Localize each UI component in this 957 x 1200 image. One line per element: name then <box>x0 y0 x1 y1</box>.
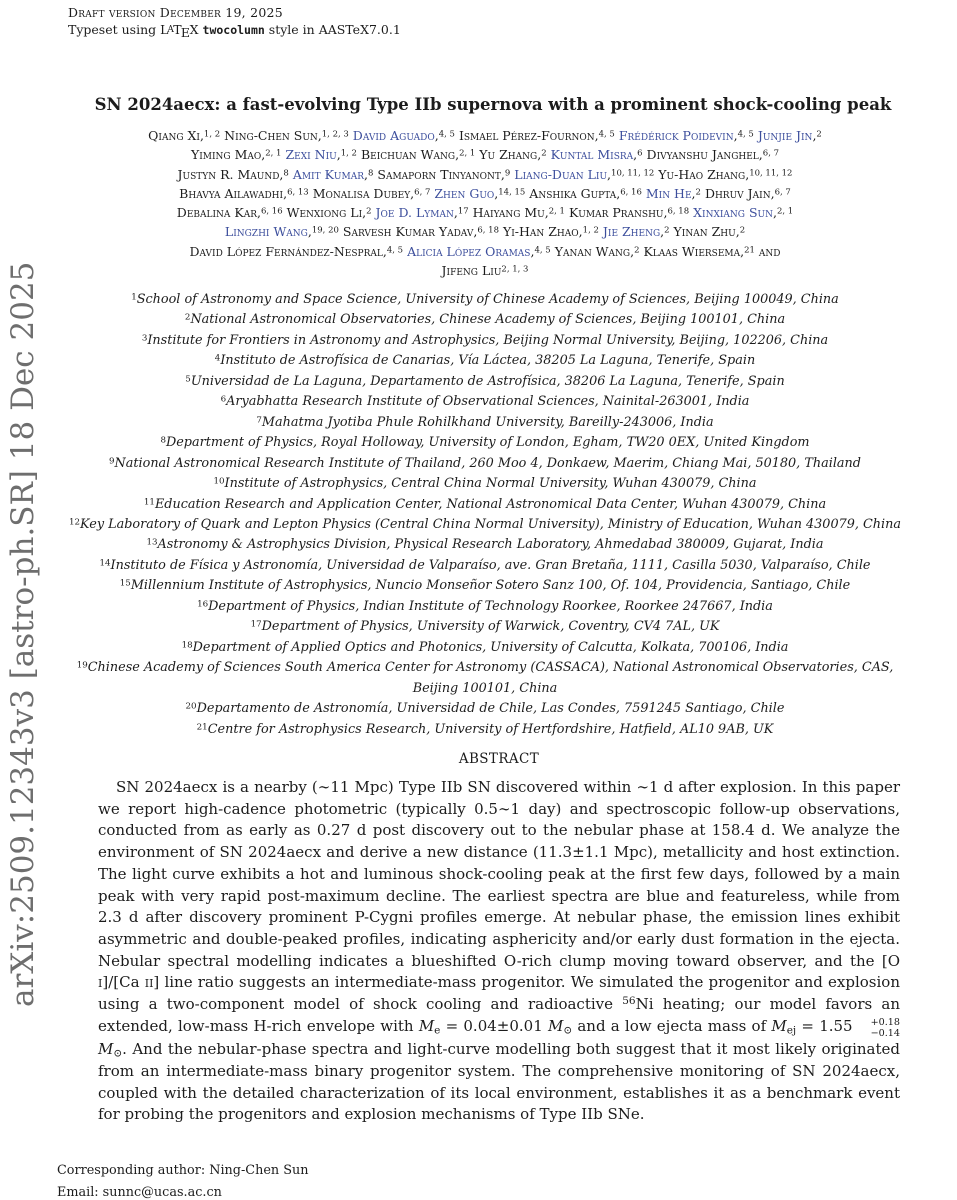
author-affiliation-superscript: 6, 18 <box>477 225 499 236</box>
author-affiliation-superscript: 19, 20 <box>311 225 339 236</box>
affiliation <box>65 535 905 555</box>
author-affiliation-superscript: 1, 2 <box>582 225 599 236</box>
author-affiliation-superscript: 17 <box>457 206 469 217</box>
author-affiliation-superscript: 14, 15 <box>498 187 526 198</box>
author-affiliation-superscript: 9 <box>504 168 511 179</box>
author-affiliation-superscript: 4, 5 <box>386 245 404 256</box>
affiliation-number: 1 <box>131 292 137 303</box>
author-line <box>30 261 940 280</box>
affiliation-text: Millennium Institute of Astrophysics, Nuncio Monseñor Sotero Sanz 100, Of. 104, Providencia, Santiago, Chile <box>130 578 851 594</box>
email-label: Email: <box>57 1185 103 1200</box>
abstract-text: SN 2024aecx is a nearby (∼11 Mpc) Type IIb SN discovered within ∼1 d after explosion. In this paper we report high-cadence photometric (typically 0.5∼1 day) and spectroscopic follow-up observations, conducted from as early as 0.27 d post discovery out to the nebular phase at 158.4 d. We analyze the environment of SN 2024aecx and derive a new distance (11.3±1.1 Mpc), metallicity and host extinction. The light curve exhibits a hot and luminous shock-cooling peak at the first few days, followed by a main peak with very rapid post-maximum decline. The earliest spectra are blue and featureless, while from 2.3 d after discovery prominent P-Cygni profiles emerge. At nebular phase, the emission lines exhibit asymmetric and double-peaked profiles, indicating asphericity and/or early dust formation in the ejecta. Nebular spectral modelling indicates a blueshifted O-rich clump moving toward observer, and the [O i]/[Ca ii] line ratio suggests an intermediate-mass progenitor. We simulated the progenitor and explosion using a two-component model of shock cooling and radioactive $^{56}$Ni heating; our model favors an extended, low-mass H-rich envelope with Me = 0.04±0.01 M⊙ and a low ejecta mass of Mej = 1.55 +0.18 −0.14 M⊙. And the nebular-phase spectra and light-curve modelling both suggest that it most likely originated from an intermediate-mass binary progenitor system. The comprehensive monitoring of SN 2024aecx, coupled with the detailed characterization of its local environment, establishes it as a benchmark event for probing the progenitors and explosion mechanisms of Type IIb SNe. <box>98 778 900 1124</box>
affiliation-text: Education Research and Application Center, National Astronomical Data Center, Wuhan 430079, China <box>154 496 827 512</box>
author-affiliation-superscript: 6, 13 <box>287 187 309 198</box>
affiliation-number: 14 <box>99 558 111 569</box>
affiliation-text: Key Laboratory of Quark and Lepton Physics (Central China Normal University), Ministry of Education, Wuhan 430079, China <box>80 516 902 532</box>
affiliation-number: 18 <box>181 640 193 651</box>
author-line: Lingzhi Wang,$^{19, 20}$ Sarvesh Kumar Yadav,$^{6, 18}$ Yi-Han Zhao,$^{1, 2}$ Jie Zheng,$^2$ Yinan Zhu,$^2$ <box>224 224 746 240</box>
author-name: Yi-Han Zhao <box>502 224 579 240</box>
affiliation <box>65 658 905 699</box>
author-affiliation-superscript: 6, 16 <box>620 187 642 198</box>
affiliation-number: 16 <box>197 599 209 610</box>
author-affiliation-superscript: 2, 1 <box>776 206 794 217</box>
affiliation-text: Universidad de La Laguna, Departamento de Astrofísica, 38206 La Laguna, Tenerife, Spain <box>190 373 785 389</box>
affiliation <box>65 474 905 494</box>
affiliation <box>65 617 905 637</box>
affiliation-number: 20 <box>185 701 197 712</box>
affiliation <box>65 413 905 433</box>
author-name: Dhruv Jain <box>704 185 771 201</box>
author-line: Qiang Xi,$^{1, 2}$ Ning-Chen Sun,$^{1, 2, 3}$ David Aguado,$^{4, 5}$ Ismael Pérez-Fournon,$^{4, 5}$ Frédérick Poidevin,$^{4, 5}$ Junjie Jin,$^2$ <box>148 128 822 143</box>
author-link[interactable]: Kuntal Misra <box>550 147 634 163</box>
author-link[interactable]: Amit Kumar <box>292 166 365 182</box>
author-name: Bhavya Ailawadhi <box>179 185 284 201</box>
author-affiliation-superscript: 2 <box>816 129 822 140</box>
author-link[interactable]: Min He <box>645 185 692 201</box>
author-name: Jifeng Liu <box>441 263 502 279</box>
affiliation-number: 19 <box>76 660 88 671</box>
author-name: Qiang Xi <box>148 128 200 143</box>
email-link[interactable]: sunnc@ucas.ac.cn <box>102 1185 222 1200</box>
author-line: David López Fernández-Nespral,$^{4, 5}$ Alicia López Oramas,$^{4, 5}$ Yanan Wang,$^2$ Klaas Wiersema,$^{21}$ and <box>189 243 781 259</box>
affiliation-text: Department of Physics, Indian Institute of Technology Roorkee, Roorkee 247667, India <box>208 598 773 614</box>
author-name: Sarvesh Kumar Yadav <box>342 224 474 240</box>
affiliation-number: 7 <box>256 415 262 426</box>
author-link[interactable]: Joe D. Lyman <box>375 205 454 221</box>
author-line: Justyn R. Maund,$^8$ Amit Kumar,$^8$ Samaporn Tinyanont,$^9$ Liang-Duan Liu,$^{10, 11, 12}$ Yu-Hao Zhang,$^{10, 11, 12}$ <box>177 166 793 182</box>
author-affiliation-superscript: 2 <box>664 225 670 236</box>
author-link[interactable]: Xinxiang Sun <box>693 205 773 221</box>
affiliation-text: Instituto de Física y Astronomía, Universidad de Valparaíso, ave. Gran Bretaña, 1111, Casilla 5030, Valparaíso, Chile <box>110 557 871 573</box>
author-name: Monalisa Dubey <box>312 185 411 201</box>
author-affiliation-superscript: 2 <box>739 225 746 236</box>
arxiv-watermark: arXiv:2509.12343v3 [astro-ph.SR] 18 Dec 2025 <box>5 261 41 1007</box>
affiliation <box>65 556 905 576</box>
author-name: Yinan Zhu <box>673 224 736 240</box>
affiliation-text: National Astronomical Research Institute of Thailand, 260 Moo 4, Donkaew, Maerim, Chiang Mai, 50180, Thailand <box>114 455 861 471</box>
author-affiliation-superscript: 10, 11, 12 <box>749 168 793 179</box>
author-affiliation-superscript: 2 <box>695 187 701 198</box>
author-name: Yiming Mao <box>190 147 262 163</box>
author-name: Yanan Wang <box>554 243 631 259</box>
author-name: Kumar Pranshu <box>568 205 664 221</box>
author-affiliation-superscript: 8 <box>283 168 289 179</box>
author-affiliation-superscript: 2, 1 <box>548 206 565 217</box>
affiliation-text: Departamento de Astronomía, Universidad de Chile, Las Condes, 7591245 Santiago, Chile <box>196 701 785 717</box>
author-name: Yu Zhang <box>479 147 538 163</box>
affiliation <box>65 454 905 474</box>
author-name: Ning-Chen Sun <box>224 128 318 143</box>
email-line <box>57 1182 308 1200</box>
affiliation-number: 5 <box>185 374 191 385</box>
author-affiliation-superscript: 2, 1 <box>459 148 476 159</box>
affiliation <box>65 515 905 535</box>
affiliation-text: Institute of Astrophysics, Central China Normal University, Wuhan 430079, China <box>224 476 757 492</box>
affiliation <box>65 372 905 392</box>
author-affiliation-superscript: 2, 1 <box>265 148 282 159</box>
author-affiliation-superscript: 2, 1, 3 <box>501 264 529 275</box>
abstract-heading: ABSTRACT <box>458 751 540 767</box>
author-name: Klaas Wiersema <box>643 243 741 259</box>
author-affiliation-superscript: 4, 5 <box>598 129 615 140</box>
author-link[interactable]: Lingzhi Wang <box>224 224 308 240</box>
author-affiliation-superscript: 4, 5 <box>737 129 754 140</box>
affiliation <box>65 433 905 453</box>
affiliation-number: 11 <box>143 496 155 507</box>
author-link[interactable]: Frédérick Poidevin <box>618 128 734 143</box>
author-link[interactable]: Liang-Duan Liu <box>514 166 608 182</box>
author-affiliation-superscript: 2 <box>634 245 640 256</box>
affiliation-text: Department of Physics, University of Warwick, Coventry, CV4 7AL, UK <box>261 619 720 635</box>
author-affiliation-superscript: 6, 7 <box>774 187 791 198</box>
affiliation <box>65 310 905 330</box>
author-name: Wenxiong Li <box>286 205 363 221</box>
author-name: and <box>758 243 781 259</box>
affiliation-text: Chinese Academy of Sciences South America Center for Astronomy (CASSACA), National Astronomical Observatories, CAS, Beijing 100101, China <box>87 660 894 696</box>
affiliation-text: National Astronomical Observatories, Chinese Academy of Sciences, Beijing 100101, China <box>190 312 786 328</box>
author-affiliation-superscript: 2 <box>366 206 372 217</box>
author-affiliation-superscript: 21 <box>744 245 755 256</box>
affiliation-text: Department of Applied Optics and Photonics, University of Calcutta, Kolkata, 700106, India <box>192 639 789 655</box>
author-link[interactable]: Zexi Niu <box>285 147 337 163</box>
draft-header <box>68 4 401 41</box>
author-affiliation-superscript: 1, 2, 3 <box>321 129 349 140</box>
author-list <box>30 126 940 280</box>
author-affiliation-superscript: 2 <box>541 148 547 159</box>
affiliation-number: 6 <box>220 394 227 405</box>
affiliation-number: 12 <box>68 517 81 528</box>
author-affiliation-superscript: 8 <box>368 168 374 179</box>
author-line: Bhavya Ailawadhi,$^{6, 13}$ Monalisa Dubey,$^{6, 7}$ Zhen Guo,$^{14, 15}$ Anshika Gupta,$^{6, 16}$ Min He,$^2$ Dhruv Jain,$^{6, 7}$ <box>179 185 791 201</box>
affiliation <box>65 638 905 658</box>
author-affiliation-superscript: 6, 7 <box>414 187 431 198</box>
author-affiliation-superscript: 6, 18 <box>667 206 690 217</box>
author-link[interactable]: Zhen Guo <box>434 185 495 201</box>
author-name: David López Fernández-Nespral <box>189 243 383 259</box>
affiliation-number: 2 <box>184 312 191 323</box>
author-name: Yu-Hao Zhang <box>658 166 746 182</box>
author-link[interactable]: Alicia López Oramas <box>407 243 531 259</box>
affiliation-number: 10 <box>213 476 225 487</box>
affiliation-text: Centre for Astrophysics Research, University of Hertfordshire, Hatfield, AL10 9AB, UK <box>207 721 774 737</box>
footer-note <box>57 1160 308 1200</box>
typeset-line: Typeset using LATEX twocolumn style in AASTeX7.0.1 <box>68 22 401 40</box>
affiliation-number: 9 <box>109 455 115 466</box>
author-affiliation-superscript: 4, 5 <box>534 245 551 256</box>
author-affiliation-superscript: 10, 11, 12 <box>611 168 655 179</box>
affiliation-text: Mahatma Jyotiba Phule Rohilkhand University, Bareilly-243006, India <box>261 414 714 430</box>
affiliation-number: 17 <box>250 619 262 630</box>
affiliation-text: School of Astronomy and Space Science, University of Chinese Academy of Sciences, Beijing 100049, China <box>136 292 839 307</box>
affiliation-text: Aryabhatta Research Institute of Observational Sciences, Nainital-263001, India <box>226 394 750 410</box>
draft-version-line: Draft version December 19, 2025 <box>68 5 283 20</box>
author-name: Samaporn Tinyanont <box>377 166 501 182</box>
uncertainty-stack: +0.18 −0.14 <box>870 1016 900 1039</box>
author-line: Yiming Mao,$^{2, 1}$ Zexi Niu,$^{1, 2}$ Beichuan Wang,$^{2, 1}$ Yu Zhang,$^2$ Kuntal Misra,$^6$ Divyanshu Janghel,$^{6, 7}$ <box>190 147 780 163</box>
affiliation <box>65 576 905 596</box>
affiliation <box>65 290 905 310</box>
affiliation-number: 8 <box>160 435 166 446</box>
corresponding-author: Corresponding author: Ning-Chen Sun <box>57 1163 309 1178</box>
author-link[interactable]: David Aguado <box>352 128 435 143</box>
affiliation <box>65 597 905 617</box>
affiliation <box>65 720 905 740</box>
author-name: Ismael Pérez-Fournon <box>458 128 595 143</box>
author-link[interactable]: Jie Zheng <box>602 224 661 240</box>
affiliation-number: 13 <box>146 537 158 548</box>
author-affiliation-superscript: 4, 5 <box>438 129 455 140</box>
author-name: Justyn R. Maund <box>177 166 280 182</box>
affiliation-number: 21 <box>196 721 208 732</box>
affiliation-number: 3 <box>141 333 148 344</box>
affiliation-text: Instituto de Astrofísica de Canarias, Vía Láctea, 38205 La Laguna, Tenerife, Spain <box>220 353 756 369</box>
author-affiliation-superscript: 1, 2 <box>340 148 357 159</box>
affiliation-text: Institute for Frontiers in Astronomy and Astrophysics, Beijing Normal University, Beijing, 102206, China <box>147 332 829 348</box>
affiliation-number: 15 <box>119 578 131 589</box>
author-affiliation-superscript: 1, 2 <box>203 129 221 140</box>
author-name: Beichuan Wang <box>360 147 456 163</box>
author-affiliation-superscript: 6 <box>637 148 643 159</box>
author-name: Divyanshu Janghel <box>646 147 759 163</box>
paper-title: SN 2024aecx: a fast-evolving Type IIb supernova with a prominent shock-cooling peak <box>94 95 892 114</box>
affiliation <box>65 699 905 719</box>
author-affiliation-superscript: 6, 16 <box>260 206 283 217</box>
affiliation-list <box>30 290 940 740</box>
author-name: Haiyang Mu <box>472 205 545 221</box>
author-name: Debalina Kar <box>176 205 257 221</box>
affiliation <box>65 495 905 515</box>
affiliation-text: Department of Physics, Royal Holloway, University of London, Egham, TW20 0EX, United Kingdom <box>165 435 810 451</box>
author-line: Debalina Kar,$^{6, 16}$ Wenxiong Li,$^2$ Joe D. Lyman,$^{17}$ Haiyang Mu,$^{2, 1}$ Kumar Pranshu,$^{6, 18}$ Xinxiang Sun,$^{2, 1}$ <box>176 205 794 221</box>
author-affiliation-superscript: 6, 7 <box>762 148 780 159</box>
affiliation <box>65 331 905 351</box>
author-link[interactable]: Junjie Jin <box>757 128 813 143</box>
author-name: Anshika Gupta <box>529 185 617 201</box>
affiliation-number: 4 <box>214 353 221 364</box>
affiliation-text: Astronomy & Astrophysics Division, Physical Research Laboratory, Ahmedabad 380009, Gujarat, India <box>157 537 824 553</box>
affiliation <box>65 351 905 371</box>
affiliation <box>65 392 905 412</box>
